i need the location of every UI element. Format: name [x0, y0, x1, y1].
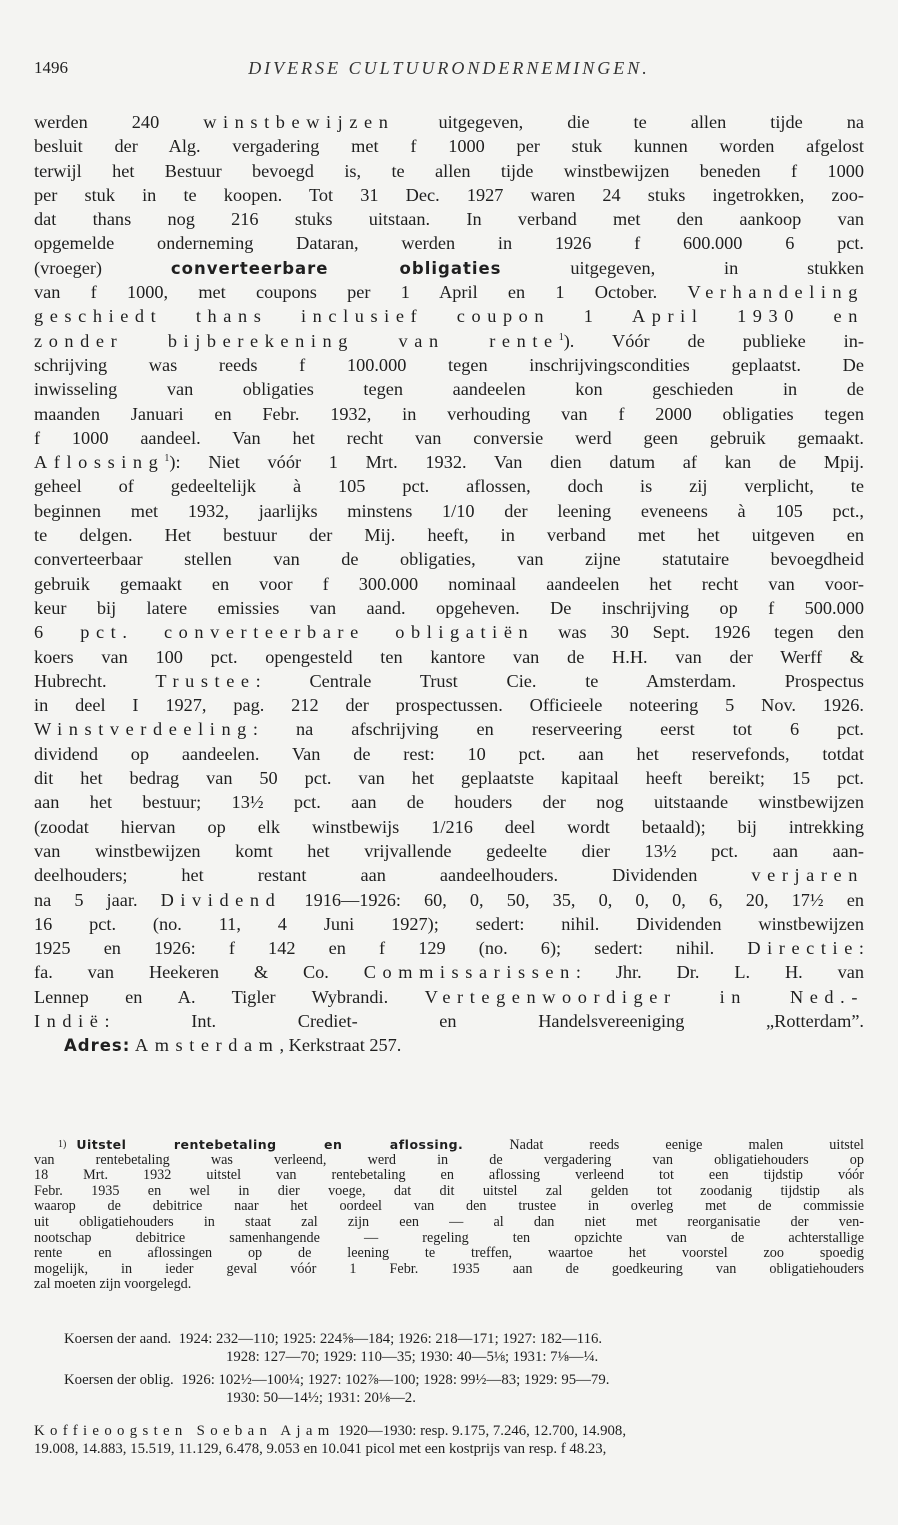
footnote-line: zal moeten zijn voorgelegd.	[34, 1277, 192, 1293]
footnote-line: mogelijk, in ieder geval vóór 1 Febr. 1935 aan de goedkeuring van obligatiehouders	[34, 1261, 864, 1277]
text-line: in deel I 1927, pag. 212 der prospectussen. Officieele noteering 5 Nov. 1926.	[34, 695, 864, 716]
text-line: geheel of gedeeltelijk à 105 pct. aflossen, doch is zij verplicht, te	[34, 476, 864, 497]
footnote-line: van rentebetaling was verleend, werd in de vergadering van obligatiehouders op	[34, 1152, 864, 1168]
text-line: beginnen met 1932, jaarlijks minstens 1/10 der leening eveneens à 105 pct.,	[34, 500, 864, 521]
text-line: werden 240 winstbewijzen uitgegeven, die te allen tijde na	[34, 112, 864, 132]
bond-prices-label: Koersen der oblig.	[64, 1372, 174, 1388]
page-number: 1496	[34, 58, 68, 77]
coffee-label: Koffieoogsten Soeban Ajam	[34, 1423, 335, 1439]
share-prices-label: Koersen der aand.	[64, 1331, 172, 1347]
text-line: deelhouders; het restant aan aandeelhouders. Dividenden verjaren	[34, 865, 864, 886]
text-line: geschiedt thans inclusief coupon 1 April 1930 en	[34, 306, 864, 327]
text-line: na 5 jaar. Dividend 1916—1926: 60, 0, 50, 35, 0, 0, 0, 6, 20, 17½ en	[34, 889, 864, 910]
text-line: van f 1000, met coupons per 1 April en 1 October. Verhandeling	[34, 282, 864, 303]
footnote-line: Febr. 1935 en wel in dier voege, dat dit uitstel zal gelden tot zoodanig tijdstip als	[34, 1183, 864, 1199]
text-line: koers van 100 pct. opengesteld ten kantore van de H.H. van der Werff &	[34, 646, 864, 667]
footnote-marker: 1)	[58, 1139, 67, 1150]
text-line: te delgen. Het bestuur der Mij. heeft, in verband met het uitgeven en	[34, 525, 864, 546]
address-label: Adres:	[64, 1036, 131, 1056]
text-line: zonder bijberekening van rente$^1$). Vóór de publieke in-	[34, 330, 864, 351]
text-line: van winstbewijzen komt het vrijvallende gedeelte dier 13½ pct. aan aan-	[34, 840, 864, 861]
text-line: gebruik gemaakt en voor f 300.000 nominaal aandeelen het recht van voor-	[34, 573, 864, 594]
text-line: (zoodat hiervan op elk winstbewijs 1/216 deel wordt betaald); bij intrekking	[34, 816, 864, 837]
share-prices-line: 1928: 127—70; 1929: 110—35; 1930: 40—5⅛; 1931: 7⅛—¼.	[226, 1349, 599, 1365]
address-line: Adres: Amsterdam, Kerkstraat 257.	[64, 1035, 402, 1056]
text-line: (vroeger) converteerbare obligaties uitgegeven, in stukken	[34, 257, 864, 278]
text-line: schrijving was reeds f 100.000 tegen inschrijvingscondities geplaatst. De	[34, 354, 864, 375]
bond-prices-line: Koersen der oblig. 1926: 102½—100¼; 1927: 102⅞—100; 1928: 99½—83; 1929: 95—79.	[64, 1372, 610, 1388]
footnote-line: $^{1)}$ Uitstel rentebetaling en aflossing. Nadat reeds eenige malen uitstel	[58, 1137, 864, 1153]
text-line: Hubrecht. Trustee: Centrale Trust Cie. te Amsterdam. Prospectus	[34, 670, 864, 691]
footnote-line: 18 Mrt. 1932 uitstel van rentebetaling en aflossing verleend tot een tijdstip vóór	[34, 1168, 864, 1184]
bold-term: converteerbare obligaties	[170, 258, 502, 278]
text-line: Winstverdeeling: na afschrijving en reserveering eerst tot 6 pct.	[34, 719, 864, 740]
footnote-line: waarop de debitrice naar het oordeel van den trustee in overleg met de commissie	[34, 1199, 864, 1215]
coffee-harvest	[34, 1422, 864, 1458]
page-header	[34, 58, 864, 90]
text-line: dat thans nog 216 stuks uitstaan. In verband met den aankoop van	[34, 209, 864, 230]
text-line: converteerbaar stellen van de obligaties, van zijne statutaire bevoegdheid	[34, 549, 864, 570]
text-line: fa. van Heekeren & Co. Commissarissen: Jhr. Dr. L. H. van	[34, 962, 864, 983]
text-line: per stuk in te koopen. Tot 31 Dec. 1927 waren 24 stuks ingetrokken, zoo-	[34, 184, 864, 205]
text-line: Aflossing$^1$): Niet vóór 1 Mrt. 1932. Van dien datum af kan de Mpij.	[34, 452, 864, 473]
text-line: opgemelde onderneming Dataran, werden in 1926 f 600.000 6 pct.	[34, 233, 864, 254]
share-prices-line: Koersen der aand. 1924: 232—110; 1925: 224⅝—184; 1926: 218—171; 1927: 182—116.	[64, 1331, 603, 1347]
text-line: maanden Januari en Febr. 1932, in verhouding van f 2000 obligaties tegen	[34, 403, 864, 424]
footnote-line: rente en aflossingen op de leening te treffen, waartoe het voorstel zoo spoedig	[34, 1246, 864, 1262]
text-line: 16 pct. (no. 11, 4 Juni 1927); sedert: nihil. Dividenden winstbewijzen	[34, 913, 864, 934]
text-line: Lennep en A. Tigler Wybrandi. Vertegenwoordiger in Ned.-	[34, 986, 864, 1007]
text-line: terwijl het Bestuur bevoegd is, te allen tijde winstbewijzen beneden f 1000	[34, 160, 864, 181]
text-line: besluit der Alg. vergadering met f 1000 per stuk kunnen worden afgelost	[34, 136, 864, 157]
text-line: keur bij latere emissies van aand. opgeheven. De inschrijving op f 500.000	[34, 597, 864, 618]
text-line: inwisseling van obligaties tegen aandeelen kon geschieden in de	[34, 379, 864, 400]
footnote	[34, 1137, 864, 1293]
main-text	[34, 110, 864, 1058]
text-line: f 1000 aandeel. Van het recht van conversie werd geen gebruik gemaakt.	[34, 427, 864, 448]
text-line: 1925 en 1926: f 142 en f 129 (no. 6); sedert: nihil. Directie:	[34, 938, 864, 959]
text-line: dit het bedrag van 50 pct. van het geplaatste kapitaal heeft bereikt; 15 pct.	[34, 768, 864, 789]
bond-prices-line: 1930: 50—14½; 1931: 20⅛—2.	[226, 1390, 416, 1406]
footnote-line: nootschap debitrice samenhangende — regeling ten opzichte van de achterstallige	[34, 1230, 864, 1246]
text-line: aan het bestuur; 13½ pct. aan de houders der nog uitstaande winstbewijzen	[34, 792, 864, 813]
footnote-title: Uitstel rentebetaling en aflossing.	[76, 1137, 464, 1152]
footnote-line: uit obligatiehouders in staat zal zijn een — al dan niet met reorganisatie der ven-	[34, 1214, 864, 1230]
coffee-line: Koffieoogsten Soeban Ajam 1920—1930: resp. 9.175, 7.246, 12.700, 14.908,	[34, 1423, 627, 1439]
coffee-line: 19.008, 14.883, 15.519, 11.129, 6.478, 9.053 en 10.041 picol met een kostprijs van resp. f 48.23,	[34, 1441, 607, 1457]
text-line: dividend op aandeelen. Van de rest: 10 pct. aan het reservefonds, totdat	[34, 743, 864, 764]
price-quotes	[34, 1330, 864, 1407]
text-line: Indië: Int. Crediet- en Handelsvereeniging „Rotterdam”.	[34, 1010, 864, 1031]
text-line: 6 pct. converteerbare obligatiën was 30 Sept. 1926 tegen den	[34, 622, 864, 643]
running-head: DIVERSE CULTUURONDERNEMINGEN.	[248, 58, 650, 78]
